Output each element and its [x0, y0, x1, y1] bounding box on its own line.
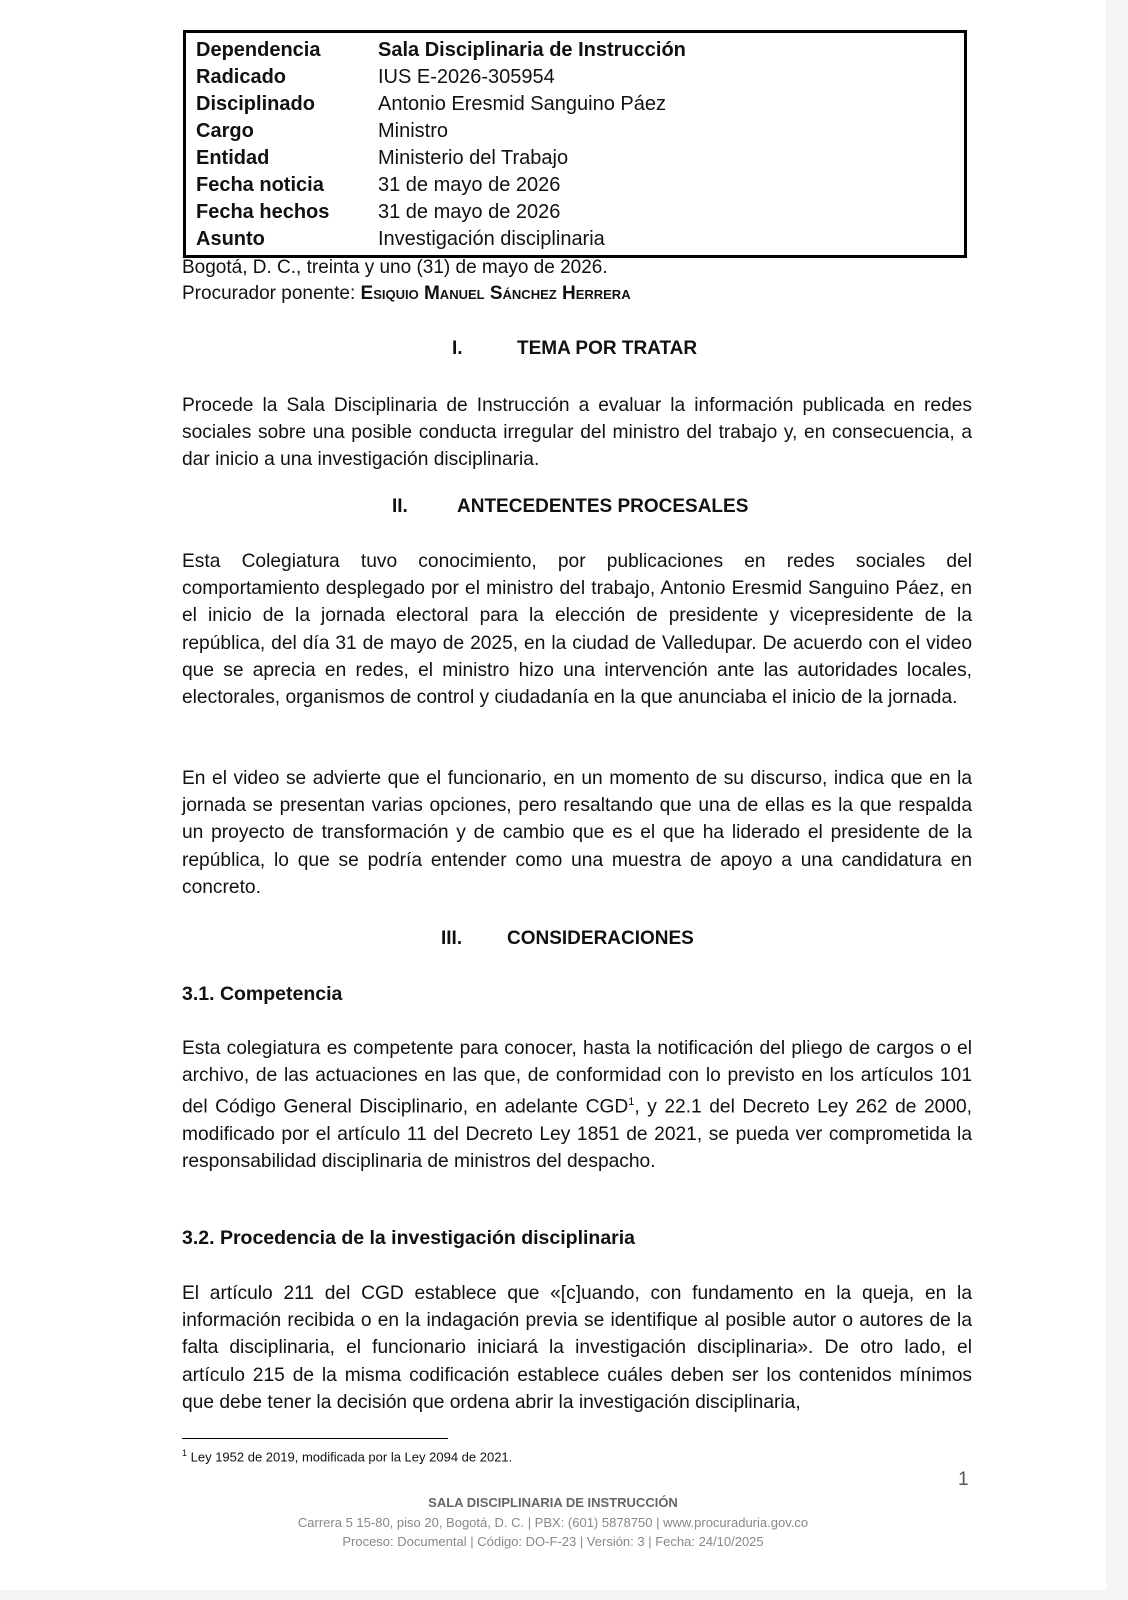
ponente-name: Esiquio Manuel Sánchez Herrera [360, 283, 631, 304]
paragraph-competencia [182, 1035, 972, 1175]
section-heading-3 [441, 928, 694, 950]
footer-title: SALA DISCIPLINARIA DE INSTRUCCIÓN [428, 1495, 678, 1510]
paragraph-antecedentes-1: Esta Colegiatura tuvo conocimiento, por publicaciones en redes sociales del comportamiento desplegado por el ministro del trabajo, Antonio Eresmid Sanguino Páez, en el inicio de la jornada electoral para la elección de presidente y vicepresidente de la república, del día 31 de mayo de 2025, en la ciudad de Valledupar. De acuerdo con el video que se aprecia en redes, el ministro hizo una intervención ante las autoridades locales, electorales, organismos de control y ciudadanía en la que anunciaba el inicio de la jornada. [182, 551, 972, 709]
case-value: Ministro [378, 120, 449, 142]
paragraph-antecedentes-2: En el video se advierte que el funcionario, en un momento de su discurso, indica que en la jornada se presentan varias opciones, pero resaltando que una de ellas es la que respalda un proyecto de transformación y de cambio que es el que ha liderado el presidente de la república, lo que se podría entender como una muestra de apoyo a una candidatura en concreto. [182, 768, 972, 898]
footer-process: Proceso: Documental | Código: DO-F-23 | Versión: 3 | Fecha: 24/10/2025 [342, 1534, 764, 1549]
footnote [182, 1448, 512, 1464]
section-heading-1 [452, 338, 697, 360]
case-row-cargo [196, 118, 954, 145]
section-title: CONSIDERACIONES [507, 928, 694, 949]
case-row-dependencia [196, 37, 954, 64]
case-value: Antonio Eresmid Sanguino Páez [378, 93, 666, 115]
case-info-table [183, 30, 967, 258]
case-label: Radicado [196, 66, 287, 88]
section-number: II. [392, 496, 408, 517]
case-value: Investigación disciplinaria [378, 228, 605, 250]
case-label: Fecha noticia [196, 174, 324, 196]
section-heading-2 [392, 496, 748, 518]
footnote-text: Ley 1952 de 2019, modificada por la Ley 2094 de 2021. [187, 1449, 513, 1465]
subheading-competencia: 3.1. Competencia [182, 983, 343, 1005]
page-number: 1 [958, 1469, 969, 1490]
footer-address: Carrera 5 15-80, piso 20, Bogotá, D. C. | PBX: (601) 5878750 | www.procuraduria.gov.co [297, 1515, 809, 1530]
subheading-procedencia: 3.2. Procedencia de la investigación disciplinaria [182, 1227, 636, 1249]
place-date: Bogotá, D. C., treinta y uno (31) de mayo de 2026. [182, 257, 608, 278]
ponente-label: Procurador ponente: [182, 283, 361, 304]
section-title: TEMA POR TRATAR [517, 338, 698, 359]
case-row-radicado [196, 64, 954, 91]
case-label: Entidad [196, 147, 270, 169]
paragraph-text: , y 22.1 del Decreto Ley 262 de 2000, modificado por el artículo 11 del Decreto Ley 1851 de 2021, se pueda ver comprometida la responsabilidad disciplinaria de ministros del despacho. [182, 1096, 972, 1173]
case-label: Disciplinado [196, 93, 315, 115]
case-value: Sala Disciplinaria de Instrucción [378, 39, 686, 61]
case-row-asunto [196, 226, 954, 253]
paragraph-text: Esta colegiatura es competente para conocer, hasta la notificación del pliego de cargos o el archivo, de las actuaciones en las que, de conformidad con lo previsto en los artículos 101 del Código General Disciplinario, en adelante CGD [182, 1038, 972, 1118]
case-row-entidad [196, 145, 954, 172]
case-row-fecha-noticia [196, 172, 954, 199]
case-row-disciplinado [196, 91, 954, 118]
case-value: 31 de mayo de 2026 [378, 174, 561, 196]
footnote-reference[interactable]: 1 [628, 1096, 635, 1109]
case-label: Asunto [196, 228, 265, 250]
case-value: Ministerio del Trabajo [378, 147, 569, 169]
paragraph-procedencia: El artículo 211 del CGD establece que «[c]uando, con fundamento en la queja, en la información recibida o en la indagación previa se identifique al posible autor o autores de la falta disciplinaria, el funcionario iniciará la investigación disciplinaria». De otro lado, el artículo 215 de la misma codificación establece cuáles deben ser los contenidos mínimos que debe tener la decisión que ordena abrir la investigación disciplinaria, [182, 1283, 972, 1413]
ponente-line [182, 281, 631, 307]
footnote-divider [182, 1438, 448, 1439]
footnote-number: 1 [182, 1448, 188, 1458]
section-number: III. [441, 928, 463, 949]
section-title: ANTECEDENTES PROCESALES [457, 496, 749, 517]
case-label: Dependencia [196, 39, 321, 61]
section-number: I. [452, 338, 463, 359]
paragraph-intro: Procede la Sala Disciplinaria de Instrucción a evaluar la información publicada en redes sociales sobre una posible conducta irregular del ministro del trabajo y, en consecuencia, a dar inicio a una investigación disciplinaria. [182, 395, 972, 471]
case-label: Fecha hechos [196, 201, 330, 223]
case-value: IUS E-2026-305954 [378, 66, 555, 88]
case-row-fecha-hechos [196, 199, 954, 226]
case-value: 31 de mayo de 2026 [378, 201, 561, 223]
case-label: Cargo [196, 120, 254, 142]
